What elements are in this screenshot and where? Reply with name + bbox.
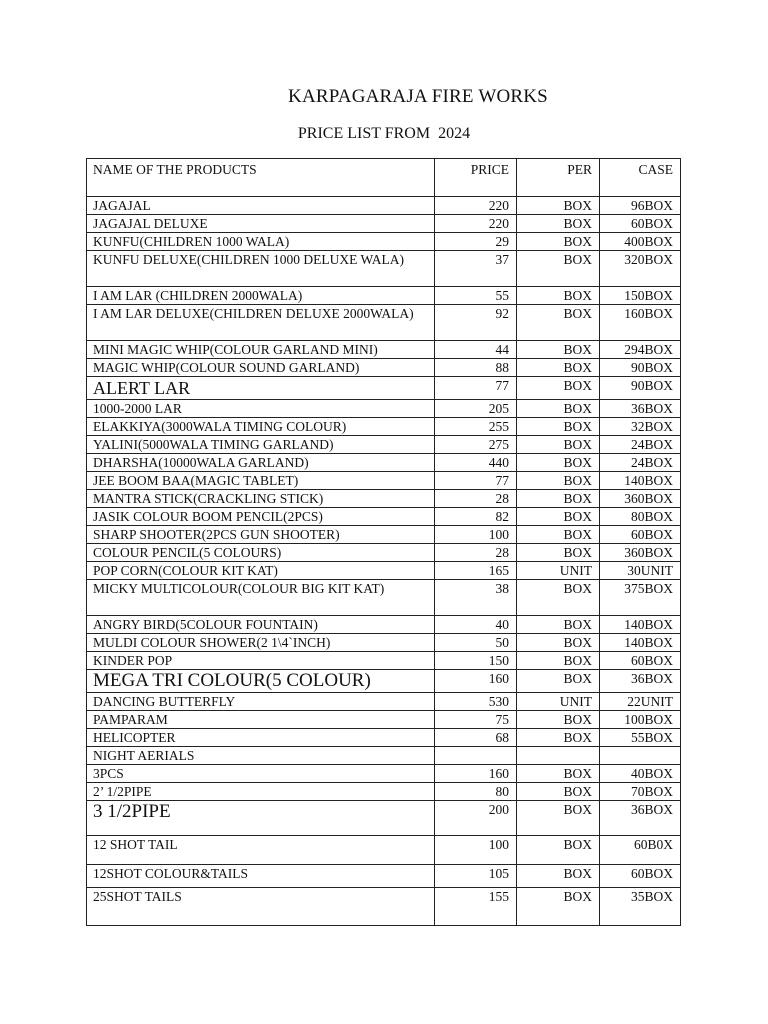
product-name: YALINI(5000WALA TIMING GARLAND) xyxy=(87,436,435,454)
product-name: I AM LAR (CHILDREN 2000WALA) xyxy=(87,287,435,305)
product-name: ANGRY BIRD(5COLOUR FOUNTAIN) xyxy=(87,616,435,634)
product-price: 100 xyxy=(435,836,517,865)
product-per: BOX xyxy=(517,801,600,836)
table-row xyxy=(87,783,681,801)
product-case: 80BOX xyxy=(600,508,681,526)
product-price xyxy=(435,747,517,765)
product-case: 55BOX xyxy=(600,729,681,747)
table-row xyxy=(87,711,681,729)
table-row xyxy=(87,215,681,233)
table-row xyxy=(87,670,681,693)
table-row xyxy=(87,341,681,359)
product-price: 92 xyxy=(435,305,517,341)
product-per: BOX xyxy=(517,400,600,418)
product-case: 140BOX xyxy=(600,472,681,490)
product-name: JEE BOOM BAA(MAGIC TABLET) xyxy=(87,472,435,490)
table-row xyxy=(87,616,681,634)
product-name: 12 SHOT TAIL xyxy=(87,836,435,865)
table-row xyxy=(87,747,681,765)
product-per: BOX xyxy=(517,436,600,454)
product-name: JAGAJAL xyxy=(87,197,435,215)
product-price: 29 xyxy=(435,233,517,251)
table-row xyxy=(87,865,681,888)
product-per: BOX xyxy=(517,544,600,562)
product-case: 320BOX xyxy=(600,251,681,287)
product-price: 160 xyxy=(435,765,517,783)
product-name: JAGAJAL DELUXE xyxy=(87,215,435,233)
product-price: 37 xyxy=(435,251,517,287)
table-header-row xyxy=(87,159,681,197)
product-name: KUNFU DELUXE(CHILDREN 1000 DELUXE WALA) xyxy=(87,251,435,287)
price-table xyxy=(86,158,681,926)
product-price: 80 xyxy=(435,783,517,801)
product-name: 25SHOT TAILS xyxy=(87,888,435,926)
product-per: BOX xyxy=(517,711,600,729)
table-row xyxy=(87,580,681,616)
product-price: 220 xyxy=(435,215,517,233)
product-case: 30UNIT xyxy=(600,562,681,580)
product-case: 140BOX xyxy=(600,634,681,652)
product-case: 36BOX xyxy=(600,400,681,418)
table-row xyxy=(87,418,681,436)
table-row xyxy=(87,562,681,580)
product-per: BOX xyxy=(517,616,600,634)
table-row xyxy=(87,634,681,652)
product-price: 68 xyxy=(435,729,517,747)
product-name: MEGA TRI COLOUR(5 COLOUR) xyxy=(87,670,435,693)
product-per: BOX xyxy=(517,865,600,888)
product-case: 24BOX xyxy=(600,436,681,454)
product-case: 36BOX xyxy=(600,670,681,693)
product-per: BOX xyxy=(517,287,600,305)
product-price: 255 xyxy=(435,418,517,436)
product-price: 88 xyxy=(435,359,517,377)
product-case: 32BOX xyxy=(600,418,681,436)
product-case: 140BOX xyxy=(600,616,681,634)
product-per: BOX xyxy=(517,508,600,526)
product-price: 275 xyxy=(435,436,517,454)
product-case: 360BOX xyxy=(600,544,681,562)
product-per xyxy=(517,747,600,765)
table-row xyxy=(87,287,681,305)
product-name: MINI MAGIC WHIP(COLOUR GARLAND MINI) xyxy=(87,341,435,359)
table-row xyxy=(87,359,681,377)
product-name: MICKY MULTICOLOUR(COLOUR BIG KIT KAT) xyxy=(87,580,435,616)
product-price: 160 xyxy=(435,670,517,693)
product-case: 90BOX xyxy=(600,377,681,400)
product-name: MANTRA STICK(CRACKLING STICK) xyxy=(87,490,435,508)
table-row xyxy=(87,508,681,526)
product-name: NIGHT AERIALS xyxy=(87,747,435,765)
product-per: BOX xyxy=(517,215,600,233)
product-name: 2’ 1/2PIPE xyxy=(87,783,435,801)
product-per: BOX xyxy=(517,341,600,359)
product-per: BOX xyxy=(517,652,600,670)
table-row xyxy=(87,765,681,783)
product-price: 44 xyxy=(435,341,517,359)
product-per: BOX xyxy=(517,377,600,400)
product-price: 100 xyxy=(435,526,517,544)
product-name: 3 1/2PIPE xyxy=(87,801,435,836)
product-per: BOX xyxy=(517,836,600,865)
product-price: 220 xyxy=(435,197,517,215)
product-per: BOX xyxy=(517,418,600,436)
product-price: 38 xyxy=(435,580,517,616)
table-row xyxy=(87,454,681,472)
product-name: 12SHOT COLOUR&TAILS xyxy=(87,865,435,888)
table-row xyxy=(87,693,681,711)
product-case: 150BOX xyxy=(600,287,681,305)
product-price: 155 xyxy=(435,888,517,926)
product-case xyxy=(600,747,681,765)
product-case: 60B0X xyxy=(600,836,681,865)
product-name: KINDER POP xyxy=(87,652,435,670)
product-name: COLOUR PENCIL(5 COLOURS) xyxy=(87,544,435,562)
product-price: 105 xyxy=(435,865,517,888)
product-name: DANCING BUTTERFLY xyxy=(87,693,435,711)
table-row xyxy=(87,544,681,562)
product-case: 96BOX xyxy=(600,197,681,215)
product-price: 55 xyxy=(435,287,517,305)
product-name: ELAKKIYA(3000WALA TIMING COLOUR) xyxy=(87,418,435,436)
product-price: 28 xyxy=(435,490,517,508)
column-header-name: NAME OF THE PRODUCTS xyxy=(87,159,435,197)
product-case: 375BOX xyxy=(600,580,681,616)
product-price: 440 xyxy=(435,454,517,472)
product-name: 1000-2000 LAR xyxy=(87,400,435,418)
product-case: 36BOX xyxy=(600,801,681,836)
product-price: 40 xyxy=(435,616,517,634)
product-case: 360BOX xyxy=(600,490,681,508)
product-per: BOX xyxy=(517,729,600,747)
product-per: BOX xyxy=(517,634,600,652)
product-case: 400BOX xyxy=(600,233,681,251)
product-case: 70BOX xyxy=(600,783,681,801)
table-row xyxy=(87,836,681,865)
product-name: MULDI COLOUR SHOWER(2 1\4`INCH) xyxy=(87,634,435,652)
product-per: BOX xyxy=(517,670,600,693)
product-per: BOX xyxy=(517,783,600,801)
product-case: 24BOX xyxy=(600,454,681,472)
product-case: 90BOX xyxy=(600,359,681,377)
product-name: SHARP SHOOTER(2PCS GUN SHOOTER) xyxy=(87,526,435,544)
product-per: BOX xyxy=(517,888,600,926)
table-row xyxy=(87,729,681,747)
product-per: BOX xyxy=(517,580,600,616)
product-case: 60BOX xyxy=(600,865,681,888)
table-row xyxy=(87,305,681,341)
table-row xyxy=(87,652,681,670)
product-case: 60BOX xyxy=(600,215,681,233)
product-case: 40BOX xyxy=(600,765,681,783)
product-case: 22UNIT xyxy=(600,693,681,711)
product-case: 100BOX xyxy=(600,711,681,729)
table-row xyxy=(87,472,681,490)
product-per: UNIT xyxy=(517,562,600,580)
product-per: BOX xyxy=(517,765,600,783)
product-name: ALERT LAR xyxy=(87,377,435,400)
document-subtitle: PRICE LIST FROM 2024 xyxy=(297,125,471,142)
product-per: BOX xyxy=(517,526,600,544)
product-name: PAMPARAM xyxy=(87,711,435,729)
product-case: 160BOX xyxy=(600,305,681,341)
product-name: JASIK COLOUR BOOM PENCIL(2PCS) xyxy=(87,508,435,526)
product-case: 60BOX xyxy=(600,652,681,670)
product-name: HELICOPTER xyxy=(87,729,435,747)
column-header-price: PRICE xyxy=(435,159,517,197)
product-per: BOX xyxy=(517,454,600,472)
table-row xyxy=(87,888,681,926)
product-per: BOX xyxy=(517,472,600,490)
product-per: BOX xyxy=(517,359,600,377)
product-case: 60BOX xyxy=(600,526,681,544)
column-header-case: CASE xyxy=(600,159,681,197)
product-name: POP CORN(COLOUR KIT KAT) xyxy=(87,562,435,580)
product-price: 205 xyxy=(435,400,517,418)
product-name: 3PCS xyxy=(87,765,435,783)
product-price: 50 xyxy=(435,634,517,652)
product-price: 75 xyxy=(435,711,517,729)
table-row xyxy=(87,526,681,544)
product-name: KUNFU(CHILDREN 1000 WALA) xyxy=(87,233,435,251)
product-name: MAGIC WHIP(COLOUR SOUND GARLAND) xyxy=(87,359,435,377)
column-header-per: PER xyxy=(517,159,600,197)
table-row xyxy=(87,490,681,508)
product-price: 28 xyxy=(435,544,517,562)
product-case: 294BOX xyxy=(600,341,681,359)
product-price: 165 xyxy=(435,562,517,580)
product-per: BOX xyxy=(517,490,600,508)
product-price: 77 xyxy=(435,472,517,490)
table-row xyxy=(87,377,681,400)
table-row xyxy=(87,801,681,836)
table-row xyxy=(87,251,681,287)
product-per: BOX xyxy=(517,233,600,251)
product-name: I AM LAR DELUXE(CHILDREN DELUXE 2000WALA) xyxy=(87,305,435,341)
table-row xyxy=(87,233,681,251)
product-price: 82 xyxy=(435,508,517,526)
product-per: BOX xyxy=(517,197,600,215)
table-row xyxy=(87,197,681,215)
table-row xyxy=(87,400,681,418)
product-case: 35BOX xyxy=(600,888,681,926)
product-price: 530 xyxy=(435,693,517,711)
table-row xyxy=(87,436,681,454)
product-price: 150 xyxy=(435,652,517,670)
product-per: BOX xyxy=(517,305,600,341)
product-price: 77 xyxy=(435,377,517,400)
product-price: 200 xyxy=(435,801,517,836)
product-name: DHARSHA(10000WALA GARLAND) xyxy=(87,454,435,472)
product-per: UNIT xyxy=(517,693,600,711)
document-title: KARPAGARAJA FIRE WORKS xyxy=(288,86,548,107)
product-per: BOX xyxy=(517,251,600,287)
